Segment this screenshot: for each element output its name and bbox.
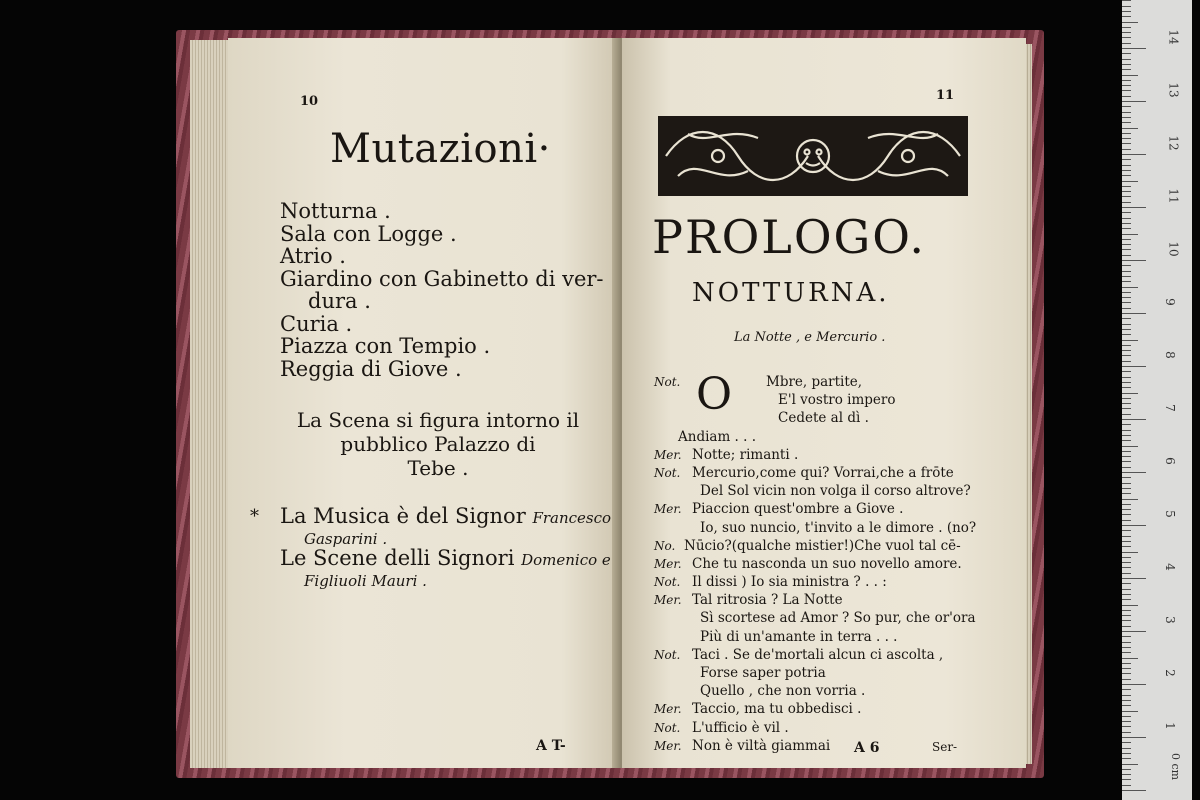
- ruler-tick: [1122, 308, 1131, 309]
- scene-item: Notturna .: [280, 199, 391, 223]
- ruler-tick: [1122, 663, 1131, 664]
- ruler-tick: [1122, 75, 1138, 76]
- ruler-tick: [1122, 271, 1131, 272]
- ruler-tick: [1122, 244, 1131, 245]
- ruler-tick: [1122, 610, 1131, 611]
- ruler-tick: [1122, 345, 1131, 346]
- scene-item: Reggia di Giove .: [280, 356, 462, 381]
- ruler-tick: [1122, 620, 1131, 621]
- ruler-tick: [1122, 573, 1131, 574]
- dialog-line: Not. Il dissi ) Io sia ministra ? . . :: [654, 574, 887, 591]
- ruler-tick: [1122, 514, 1131, 515]
- ruler-tick: [1122, 223, 1131, 224]
- ruler-number: 11: [1166, 188, 1181, 204]
- music-credit-name: Gasparini .: [304, 530, 388, 548]
- ruler-tick: [1122, 191, 1131, 192]
- ruler-tick: [1122, 589, 1131, 590]
- ruler-number: 3: [1162, 616, 1177, 624]
- ruler-tick: [1122, 11, 1131, 12]
- ruler-tick: [1122, 748, 1131, 749]
- ruler-tick: [1122, 790, 1146, 791]
- scene-item: Sala con Logge .: [280, 221, 457, 246]
- ruler-tick: [1122, 705, 1131, 706]
- ruler-tick: [1122, 742, 1131, 743]
- ornament-headpiece: [658, 116, 968, 196]
- ruler-tick: [1122, 202, 1131, 203]
- ruler-tick: [1122, 387, 1131, 388]
- dialog-line: No. Nūcio?(qualche mistier!)Che vuol tal cē-: [654, 537, 961, 554]
- ruler-tick: [1122, 679, 1131, 680]
- ruler-tick: [1122, 106, 1131, 107]
- ruler-number: 7: [1162, 404, 1177, 412]
- ruler-tick: [1122, 732, 1131, 733]
- ruler-tick: [1122, 424, 1131, 425]
- music-credit: La Musica è del Signor Francesco: [280, 504, 612, 528]
- ruler-tick: [1122, 398, 1131, 399]
- ruler-tick: [1122, 377, 1131, 378]
- ruler-tick: [1122, 80, 1131, 81]
- ruler-tick: [1122, 536, 1131, 537]
- dialog-line: Cedete al dì .: [778, 410, 869, 427]
- setting-note: La Scena si figura intorno il pubblico Palazzo di Tebe .: [296, 408, 580, 480]
- dialog-line: Andiam . . .: [678, 428, 757, 445]
- ruler-tick: [1122, 477, 1131, 478]
- ruler-tick: [1122, 170, 1131, 171]
- ruler-tick: [1122, 366, 1146, 367]
- ruler-tick: [1122, 393, 1138, 394]
- ruler-number: 6: [1162, 457, 1177, 465]
- ruler-tick: [1122, 764, 1138, 765]
- ruler-tick: [1122, 128, 1138, 129]
- ruler-tick: [1122, 239, 1131, 240]
- ruler-tick: [1122, 196, 1131, 197]
- ruler-number: 4: [1162, 563, 1177, 571]
- ruler-tick: [1122, 318, 1131, 319]
- ruler-tick: [1122, 48, 1146, 49]
- ruler-tick: [1122, 85, 1131, 86]
- left-page-number: 10: [300, 94, 319, 109]
- dialog-line: Not. Mercurio,come qui? Vorrai,che a frōte: [654, 464, 954, 481]
- dialog-line: Mer. Tal ritrosia ? La Notte: [654, 592, 843, 609]
- dialog-line: Del Sol vicin non volga il corso altrove?: [700, 483, 971, 500]
- ruler-number: 13: [1166, 82, 1181, 98]
- ruler-tick: [1122, 143, 1131, 144]
- ruler-tick: [1122, 403, 1131, 404]
- ruler-tick: [1122, 0, 1131, 1]
- ruler-tick: [1122, 122, 1131, 123]
- ruler-tick: [1122, 673, 1131, 674]
- ruler-tick: [1122, 695, 1131, 696]
- ruler-tick: [1122, 287, 1138, 288]
- ruler-tick: [1122, 218, 1131, 219]
- ruler-tick: [1122, 117, 1131, 118]
- ornament-icon: [658, 116, 968, 196]
- ruler-number: 12: [1166, 135, 1181, 151]
- scene-item: Giardino con Gabinetto di ver-: [280, 266, 604, 291]
- ruler-tick: [1122, 615, 1131, 616]
- ruler-tick: [1122, 361, 1131, 362]
- ruler-tick: [1122, 414, 1131, 415]
- dialog-line: Più di un'amante in terra . . .: [700, 628, 898, 645]
- ruler-tick: [1122, 324, 1131, 325]
- ruler-tick: [1122, 186, 1131, 187]
- ruler-tick: [1122, 483, 1131, 484]
- ruler-tick: [1122, 329, 1131, 330]
- ruler-tick: [1122, 302, 1131, 303]
- ruler-tick: [1122, 112, 1131, 113]
- ruler-number: 2: [1162, 669, 1177, 677]
- ruler-tick: [1122, 785, 1131, 786]
- ruler-tick: [1122, 340, 1138, 341]
- ruler-tick: [1122, 313, 1146, 314]
- ruler-tick: [1122, 181, 1138, 182]
- ruler-tick: [1122, 159, 1131, 160]
- left-page: [228, 38, 620, 768]
- ruler-tick: [1122, 6, 1131, 7]
- ruler-tick: [1122, 32, 1131, 33]
- ruler-tick: [1122, 774, 1131, 775]
- ruler-tick: [1122, 721, 1131, 722]
- ruler-tick: [1122, 689, 1131, 690]
- ruler-tick: [1122, 175, 1131, 176]
- ruler-tick: [1122, 297, 1131, 298]
- ruler-tick: [1122, 228, 1131, 229]
- ruler-tick: [1122, 769, 1131, 770]
- ruler-tick: [1122, 16, 1131, 17]
- dialog-line: Mer. Non è viltà giammai: [654, 737, 831, 754]
- ruler-tick: [1122, 647, 1131, 648]
- ruler-number: 1: [1162, 722, 1177, 730]
- ruler-tick: [1122, 658, 1138, 659]
- ruler-tick: [1122, 779, 1131, 780]
- ruler-tick: [1122, 711, 1138, 712]
- ruler-tick: [1122, 255, 1131, 256]
- ruler-number: 14: [1166, 29, 1181, 45]
- characters-line: La Notte , e Mercurio .: [734, 330, 886, 345]
- ruler-tick: [1122, 509, 1131, 510]
- dialog-line: Quello , che non vorria .: [700, 683, 866, 700]
- ruler-tick: [1122, 382, 1131, 383]
- dialog-line: Mer. Notte; rimanti .: [654, 446, 799, 463]
- ruler-tick: [1122, 133, 1131, 134]
- ruler-tick: [1122, 636, 1131, 637]
- scene-list: [280, 200, 604, 380]
- ruler-tick: [1122, 260, 1146, 261]
- ruler-tick: [1122, 43, 1131, 44]
- scene-item: dura .: [308, 289, 371, 313]
- ruler-tick: [1122, 53, 1131, 54]
- ruler-tick: [1122, 101, 1146, 102]
- left-page-title: Mutazioni·: [330, 126, 551, 172]
- right-page-number: 11: [936, 88, 955, 103]
- ruler-tick: [1122, 626, 1131, 627]
- ruler-tick: [1122, 430, 1131, 431]
- ruler-tick: [1122, 456, 1131, 457]
- ruler-tick: [1122, 355, 1131, 356]
- ruler-tick: [1122, 684, 1146, 685]
- ruler-tick: [1122, 605, 1138, 606]
- ruler-tick: [1122, 567, 1131, 568]
- ruler-tick: [1122, 758, 1131, 759]
- ruler-tick: [1122, 90, 1131, 91]
- right-page-signature: A 6: [854, 740, 880, 756]
- ruler-number: 8: [1162, 351, 1177, 359]
- ruler-tick: [1122, 737, 1146, 738]
- ruler-tick: [1122, 292, 1131, 293]
- ruler-tick: [1122, 451, 1131, 452]
- ruler-tick: [1122, 700, 1131, 701]
- dialog-line: Sì scortese ad Amor ? So pur, che or'ora: [700, 610, 976, 627]
- ruler-tick: [1122, 212, 1131, 213]
- ruler-tick: [1122, 138, 1131, 139]
- ruler-tick: [1122, 562, 1131, 563]
- ruler-tick: [1122, 530, 1131, 531]
- right-page: [622, 38, 1026, 768]
- ruler-tick: [1122, 69, 1131, 70]
- scene-item: Piazza con Tempio .: [280, 334, 491, 358]
- prologue-title: PROLOGO.: [652, 210, 926, 264]
- ruler-tick: [1122, 461, 1131, 462]
- ruler-number: 5: [1162, 510, 1177, 518]
- measurement-ruler: [1122, 0, 1192, 800]
- ruler-tick: [1122, 541, 1131, 542]
- ruler-tick: [1122, 716, 1131, 717]
- ruler-tick: [1122, 419, 1146, 420]
- ruler-tick: [1122, 668, 1131, 669]
- ruler-tick: [1122, 149, 1131, 150]
- asterisk-mark: *: [250, 506, 259, 527]
- dialog-line: Not. Mbre, partite,: [654, 374, 863, 390]
- ruler-tick: [1122, 472, 1146, 473]
- scene-item: Atrio .: [280, 244, 346, 268]
- ruler-tick: [1122, 546, 1131, 547]
- ruler-tick: [1122, 334, 1131, 335]
- ruler-tick: [1122, 594, 1131, 595]
- ruler-tick: [1122, 652, 1131, 653]
- ruler-tick: [1122, 435, 1131, 436]
- scene-credit-name: Figliuoli Mauri .: [304, 572, 427, 590]
- ruler-tick: [1122, 726, 1131, 727]
- scene-item: Curia .: [280, 311, 353, 336]
- prologue-subtitle: NOTTURNA.: [692, 278, 890, 308]
- ruler-tick: [1122, 276, 1131, 277]
- ruler-tick: [1122, 557, 1131, 558]
- ruler-number: 9: [1162, 298, 1177, 306]
- ruler-tick: [1122, 520, 1131, 521]
- ruler-tick: [1122, 154, 1146, 155]
- ruler-tick: [1122, 350, 1131, 351]
- dialog-line: E'l vostro impero: [778, 392, 896, 409]
- dialog-block: [654, 369, 977, 755]
- left-page-signature: A T-: [536, 738, 566, 754]
- dialog-line: Not. L'ufficio è vil .: [654, 719, 789, 736]
- ruler-tick: [1122, 281, 1131, 282]
- ruler-tick: [1122, 467, 1131, 468]
- ruler-tick: [1122, 753, 1131, 754]
- ruler-tick: [1122, 165, 1131, 166]
- dialog-line: Io, suo nuncio, t'invito a le dimore . (no?: [700, 519, 977, 536]
- ruler-tick: [1122, 234, 1138, 235]
- ruler-tick: [1122, 64, 1131, 65]
- ruler-tick: [1122, 249, 1131, 250]
- dialog-line: Forse saper potria: [700, 665, 826, 681]
- ruler-tick: [1122, 265, 1131, 266]
- ruler-tick: [1122, 37, 1131, 38]
- ruler-tick: [1122, 207, 1146, 208]
- ruler-tick: [1122, 525, 1146, 526]
- ruler-tick: [1122, 599, 1131, 600]
- ruler-tick: [1122, 371, 1131, 372]
- ruler-tick: [1122, 96, 1131, 97]
- ruler-tick: [1122, 408, 1131, 409]
- dialog-line: Mer. Piaccion quest'ombre a Giove .: [654, 501, 904, 518]
- dialog-line: Mer. Che tu nasconda un suo novello amore.: [654, 555, 962, 572]
- ruler-tick: [1122, 22, 1138, 23]
- ruler-unit: 0 cm: [1169, 752, 1183, 781]
- ruler-tick: [1122, 493, 1131, 494]
- drop-cap: O: [696, 369, 733, 420]
- dialog-line: Not. Taci . Se de'mortali alcun ci ascolta ,: [654, 646, 944, 663]
- ruler-tick: [1122, 499, 1138, 500]
- ruler-tick: [1122, 578, 1146, 579]
- ruler-tick: [1122, 59, 1131, 60]
- ruler-tick: [1122, 631, 1146, 632]
- ruler-tick: [1122, 488, 1131, 489]
- ruler-tick: [1122, 504, 1131, 505]
- ruler-tick: [1122, 552, 1138, 553]
- dialog-line: Mer. Taccio, ma tu obbedisci .: [654, 701, 862, 718]
- ruler-tick: [1122, 27, 1131, 28]
- catchword: Ser-: [932, 740, 958, 754]
- ruler-tick: [1122, 642, 1131, 643]
- ruler-tick: [1122, 583, 1131, 584]
- ruler-tick: [1122, 440, 1131, 441]
- scene-credit: Le Scene delli Signori Domenico e: [280, 546, 611, 570]
- ruler-number: 10: [1166, 241, 1181, 257]
- ruler-tick: [1122, 446, 1138, 447]
